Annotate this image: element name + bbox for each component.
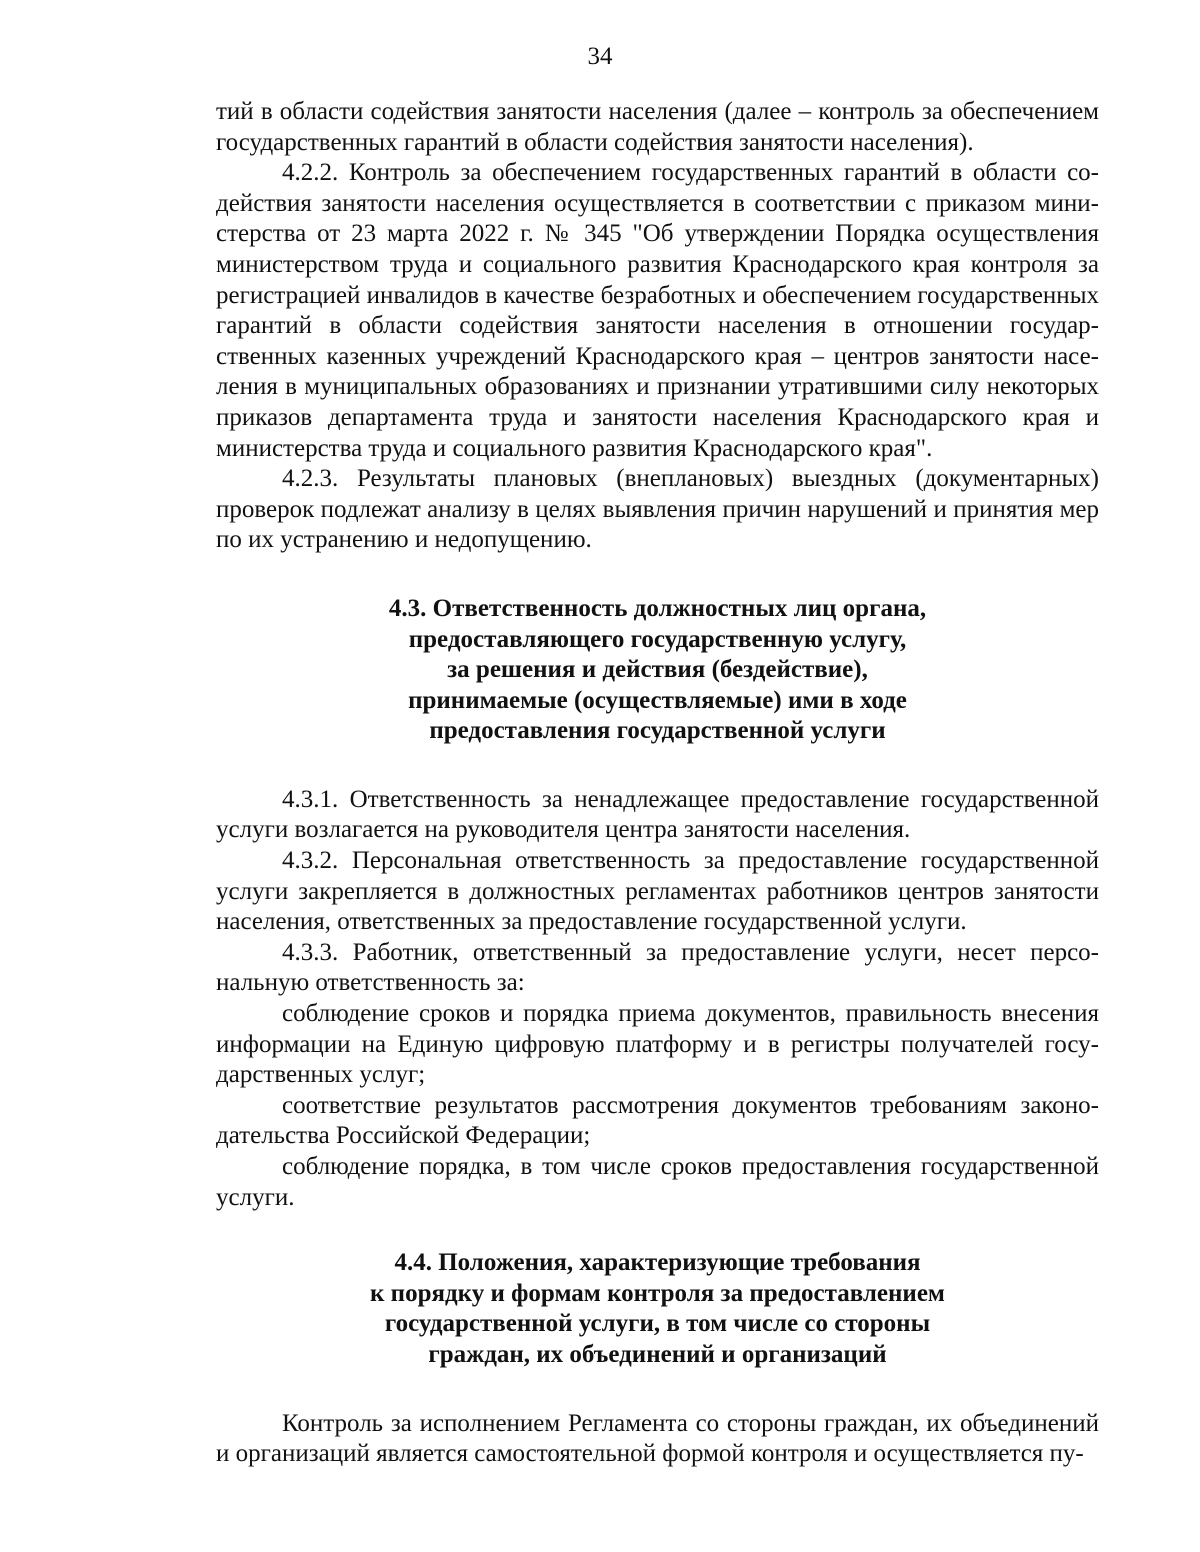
heading-line: за решения и действия (бездействие), xyxy=(447,656,868,684)
heading-line: граждан, их объединений и организаций xyxy=(428,1340,887,1368)
paragraph-4-3-2: 4.3.2. Персональная ответственность за предоставление государственной услуги закрепляется в должностных регламентах работников центров занятости населения, ответственных за предоставление государственной услуги. xyxy=(216,847,1099,936)
paragraph-4-2-2: 4.2.2. Контроль за обеспечением государственных гарантий в области содействия занятости населения осуществляется в соответствии с приказом министерства от 23 марта 2022 г. № 345 "Об утверждении Порядка осуществления министерством труда и социального развития Краснодарского края контроля за регистрацией инвалидов в качестве безработных и обеспечением государственных гарантий в области содействия занятости населения в отношении государственных казенных учреждений Краснодарского края – центров занятости населения в муниципальных образованиях и признании утратившими силу некоторых приказов департамента труда и занятости населения Краснодарского края и министерства труда и социального развития Краснодарского края". xyxy=(216,159,1099,462)
paragraph-4-3-3: 4.3.3. Работник, ответственный за предоставление услуги, несет персональную ответственность за: xyxy=(216,938,1099,997)
heading-line: 4.4. Положения, характеризующие требования xyxy=(394,1249,921,1277)
paragraph-4-3-1: 4.3.1. Ответственность за ненадлежащее предоставление государственной услуги возлагается на руководителя центра занятости населения. xyxy=(216,785,1099,844)
paragraph-4-2-3: 4.2.3. Результаты плановых (внеплановых) выездных (документарных) проверок подлежат анализу в целях выявления причин нарушений и принятия мер по их устранению и недопущению. xyxy=(216,465,1099,554)
paragraph-4-4-1: Контроль за исполнением Регламента со стороны граждан, их объединений и организаций является самостоятельной формой контроля и осуществляется пу- xyxy=(216,1409,1099,1468)
heading-line: предоставления государственной услуги xyxy=(429,717,886,745)
heading-line: государственной услуги, в том числе со стороны xyxy=(384,1310,931,1338)
list-item-responsibility: соблюдение порядка, в том числе сроков предоставления государственной услуги. xyxy=(216,1153,1099,1211)
heading-line: принимаемые (осуществляемые) ими в ходе xyxy=(408,686,907,714)
page-number: 34 xyxy=(587,43,613,70)
heading-line: предоставляющего государственную услугу, xyxy=(408,625,907,653)
document-body xyxy=(216,97,1099,1470)
list-item-responsibility: соответствие результатов рассмотрения документов требованиям законодательства Российской Федерации; xyxy=(216,1091,1099,1150)
heading-line: к порядку и формам контроля за предоставлением xyxy=(370,1279,945,1307)
section-heading-4-3 xyxy=(216,594,1099,747)
heading-line: 4.3. Ответственность должностных лиц органа, xyxy=(388,594,927,622)
section-heading-4-4 xyxy=(216,1248,1099,1370)
paragraph-continuation: тий в области содействия занятости населения (далее – контроль за обеспечением государственных гарантий в области содействия занятости населения). xyxy=(216,98,1099,156)
list-item-responsibility: соблюдение сроков и порядка приема документов, правильность внесения информации на Единую цифровую платформу и в регистры получателей государственных услуг; xyxy=(216,1000,1099,1089)
